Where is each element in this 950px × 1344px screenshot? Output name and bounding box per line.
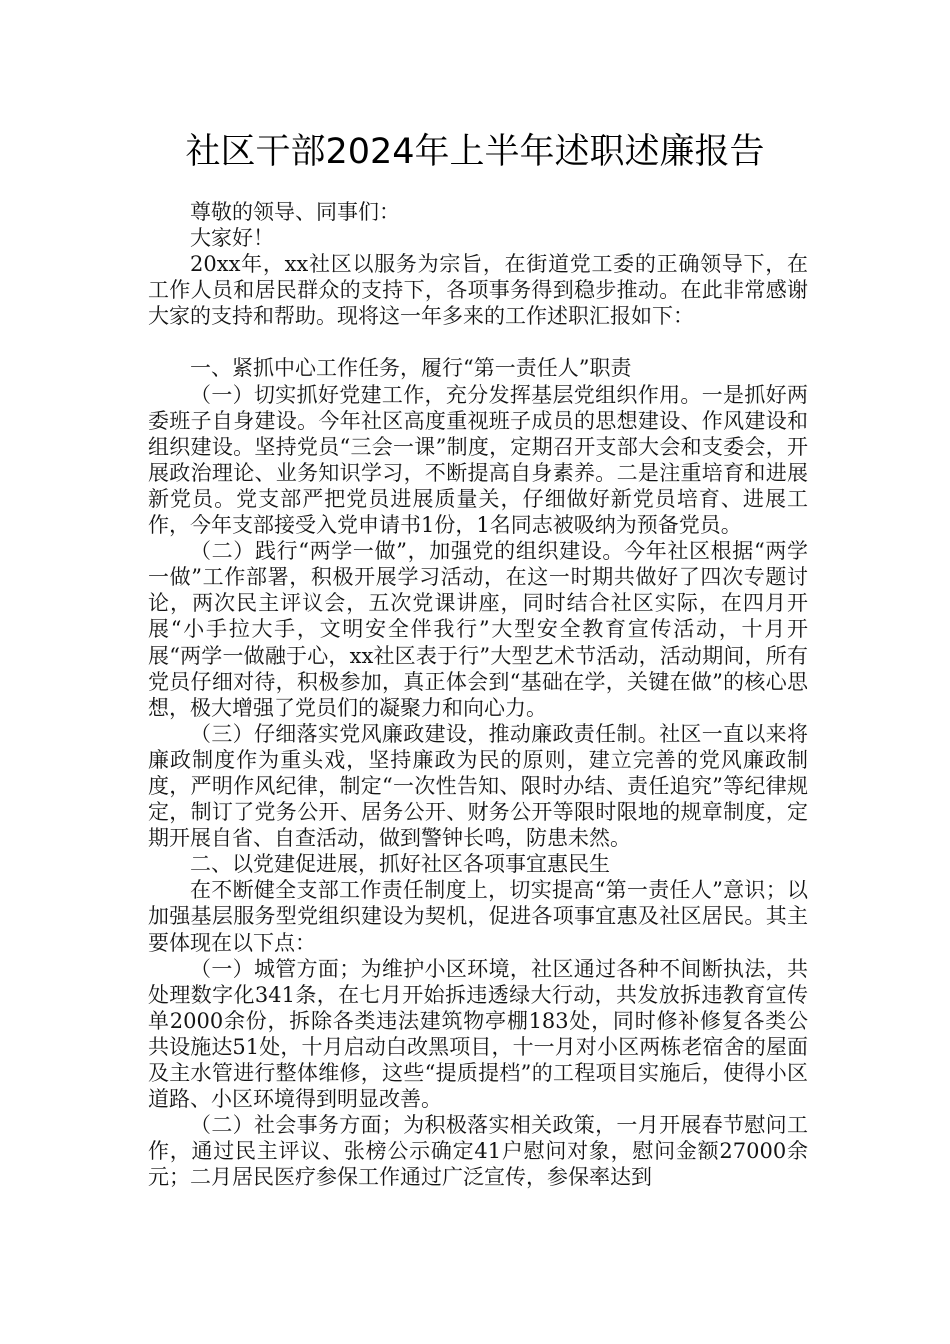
body-paragraph: （二）践行“两学一做”，加强党的组织建设。今年社区根据“两学一做”工作部署，积极开展学习活动，在这一时期共做好了四次专题讨论，两次民主评议会，五次党课讲座，同时结合社区实际，在四月开展“小手拉大手，文明安全伴我行”大型安全教育宣传活动，十月开展“两学一做融于心，xx社区表于行”大型艺术节活动，活动期间，所有党员仔细对待，积极参加，真正体会到“基础在学，关键在做”的核心思想，极大增强了党员们的凝聚力和向心力。 xyxy=(148,539,808,720)
body-paragraph: （三）仔细落实党风廉政建设，推动廉政责任制。社区一直以来将廉政制度作为重头戏，坚持廉政为民的原则，建立完善的党风廉政制度，严明作风纪律，制定“一次性告知、限时办结、责任追究”等纪律规定，制订了党务公开、居务公开、财务公开等限时限地的规章制度，定期开展自省、自查活动，做到警钟长鸣，防患未然。 xyxy=(148,721,808,851)
body-paragraph: （一）城管方面；为维护小区环境，社区通过各种不间断执法，共处理数字化341条，在七月开始拆违透绿大行动，共发放拆违教育宣传单2000余份，拆除各类违法建筑物亭棚183处，同时修补修复各类公共设施达51处，十月启动白改黑项目，十一月对小区两栋老宿舍的屋面及主水管进行整体维修，这些“提质提档”的工程项目实施后，使得小区道路、小区环境得到明显改善。 xyxy=(148,956,808,1112)
salutation: 尊敬的领导、同事们： xyxy=(190,200,400,224)
document-title: 社区干部2024年上半年述职述廉报告 xyxy=(185,132,765,172)
section-heading-1: 一、紧抓中心工作任务，履行“第一责任人”职责 xyxy=(190,356,632,381)
intro-paragraph: 20xx年，xx社区以服务为宗旨，在街道党工委的正确领导下，在工作人员和居民群众的支持下，各项事务得到稳步推动。在此非常感谢大家的支持和帮助。现将这一年多来的工作述职汇报如下： xyxy=(148,252,808,329)
body-paragraph: 在不断健全支部工作责任制度上，切实提高“第一责任人”意识；以加强基层服务型党组织建设为契机，促进各项事宜惠及社区居民。其主要体现在以下点： xyxy=(148,878,808,955)
body-paragraph: （一）切实抓好党建工作，充分发挥基层党组织作用。一是抓好两委班子自身建设。今年社区高度重视班子成员的思想建设、作风建设和组织建设。坚持党员“三会一课”制度，定期召开支部大会和支委会，开展政治理论、业务知识学习，不断提高自身素养。二是注重培育和进展新党员。党支部严把党员进展质量关，仔细做好新党员培育、进展工作，今年支部接受入党申请书1份，1名同志被吸纳为预备党员。 xyxy=(148,382,808,538)
body-paragraph: （二）社会事务方面；为积极落实相关政策，一月开展春节慰问工作，通过民主评议、张榜公示确定41户慰问对象，慰问金额27000余元；二月居民医疗参保工作通过广泛宣传，参保率达到 xyxy=(148,1113,808,1190)
greeting: 大家好！ xyxy=(190,226,274,251)
document-body xyxy=(148,199,808,1190)
section-heading-2: 二、以党建促进展，抓好社区各项事宜惠民生 xyxy=(190,852,610,877)
